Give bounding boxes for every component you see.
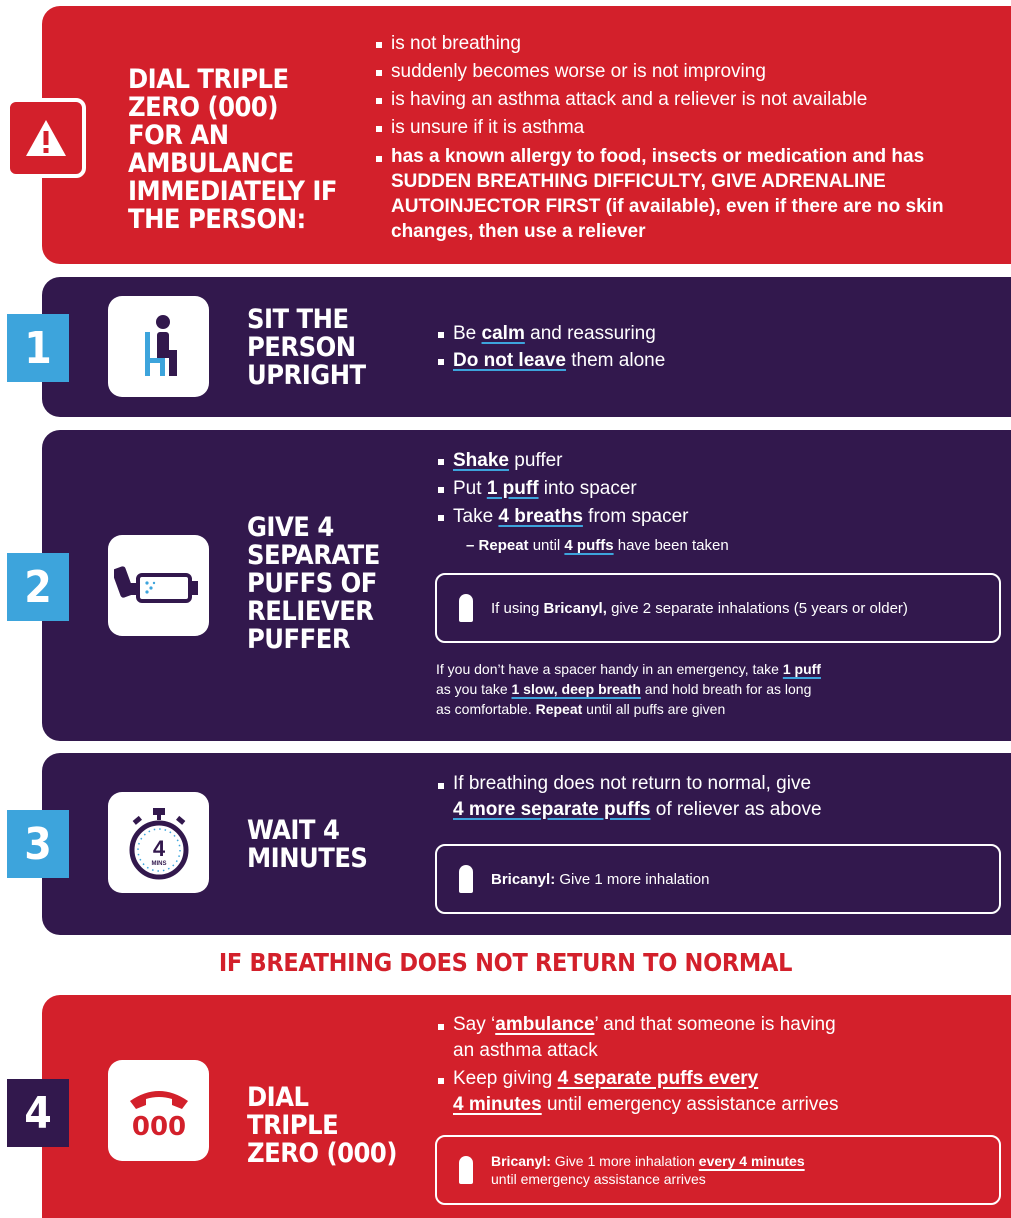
inhaler-icon <box>459 594 473 622</box>
step-2-heading: GIVE 4 SEPARATE PUFFS OF RELIEVER PUFFER <box>247 512 380 655</box>
list-item: Say ‘ambulance’ and that someone is having an asthma attack <box>436 1012 976 1064</box>
step-4-instructions <box>436 1012 976 1118</box>
alert-heading: DIAL TRIPLE ZERO (000) FOR AN AMBULANCE IMMEDIATELY IF THE PERSON: <box>128 64 337 235</box>
step-2-bricanyl-note: If using Bricanyl, give 2 separate inhalations (5 years or older) <box>435 573 1001 643</box>
seated-person-icon <box>108 296 209 397</box>
list-item: Take 4 breaths from spacer <box>436 503 936 531</box>
step-3-heading: WAIT 4 MINUTES <box>247 815 368 874</box>
list-item: Put 1 puff into spacer <box>436 475 936 503</box>
step-1-heading: SIT THE PERSON UPRIGHT <box>247 304 366 391</box>
telephone-number: 000 <box>131 1111 186 1142</box>
list-item: suddenly becomes worse or is not improving <box>374 58 974 86</box>
step-2-repeat-note: – Repeat until 4 puffs have been taken <box>466 537 729 554</box>
stopwatch-number: 4 <box>152 835 165 861</box>
telephone-icon <box>108 1060 209 1161</box>
stopwatch-icon <box>108 792 209 893</box>
list-item: If breathing does not return to normal, give 4 more separate puffs of reliever as above <box>436 771 956 823</box>
list-item: Shake puffer <box>436 447 936 475</box>
step-number-3: 3 <box>7 810 69 878</box>
list-item: Do not leave them alone <box>436 347 936 374</box>
step-3-instructions <box>436 771 956 823</box>
step-number-1: 1 <box>7 314 69 382</box>
step-3-bricanyl-note: Bricanyl: Give 1 more inhalation <box>435 844 1001 914</box>
emergency-alert-panel <box>42 6 1011 264</box>
inhaler-icon <box>459 1156 473 1184</box>
list-item: is having an asthma attack and a reliever is not available <box>374 86 974 114</box>
list-item: is unsure if it is asthma <box>374 114 974 142</box>
puffer-spacer-icon <box>108 535 209 636</box>
list-item: is not breathing <box>374 30 974 58</box>
step-1-instructions <box>436 320 936 374</box>
list-item: Be calm and reassuring <box>436 320 936 347</box>
list-item: Keep giving 4 separate puffs every 4 minutes until emergency assistance arrives <box>436 1066 976 1118</box>
step-2-no-spacer-note: If you don’t have a spacer handy in an emergency, take 1 puff as you take 1 slow, deep breath and hold breath for as long as comfortable. Repeat until all puffs are given <box>436 661 821 717</box>
stopwatch-unit: MINS <box>151 860 166 867</box>
alert-conditions-list <box>374 30 974 244</box>
warning-icon <box>6 98 86 178</box>
step-4-heading: DIAL TRIPLE ZERO (000) <box>247 1082 397 1169</box>
step-number-4: 4 <box>7 1079 69 1147</box>
step-4-bricanyl-note: Bricanyl: Give 1 more inhalation every 4 minutes until emergency assistance arrives <box>435 1135 1001 1205</box>
step-2-instructions <box>436 447 936 531</box>
inhaler-icon <box>459 865 473 893</box>
list-item: has a known allergy to food, insects or medication and has SUDDEN BREATHING DIFFICULTY, GIVE ADRENALINE AUTOINJECTOR FIRST (if available), even if there are no skin changes, then use a reliever <box>374 144 974 244</box>
step-number-2: 2 <box>7 553 69 621</box>
section-title: IF BREATHING DOES NOT RETURN TO NORMAL <box>218 948 793 977</box>
